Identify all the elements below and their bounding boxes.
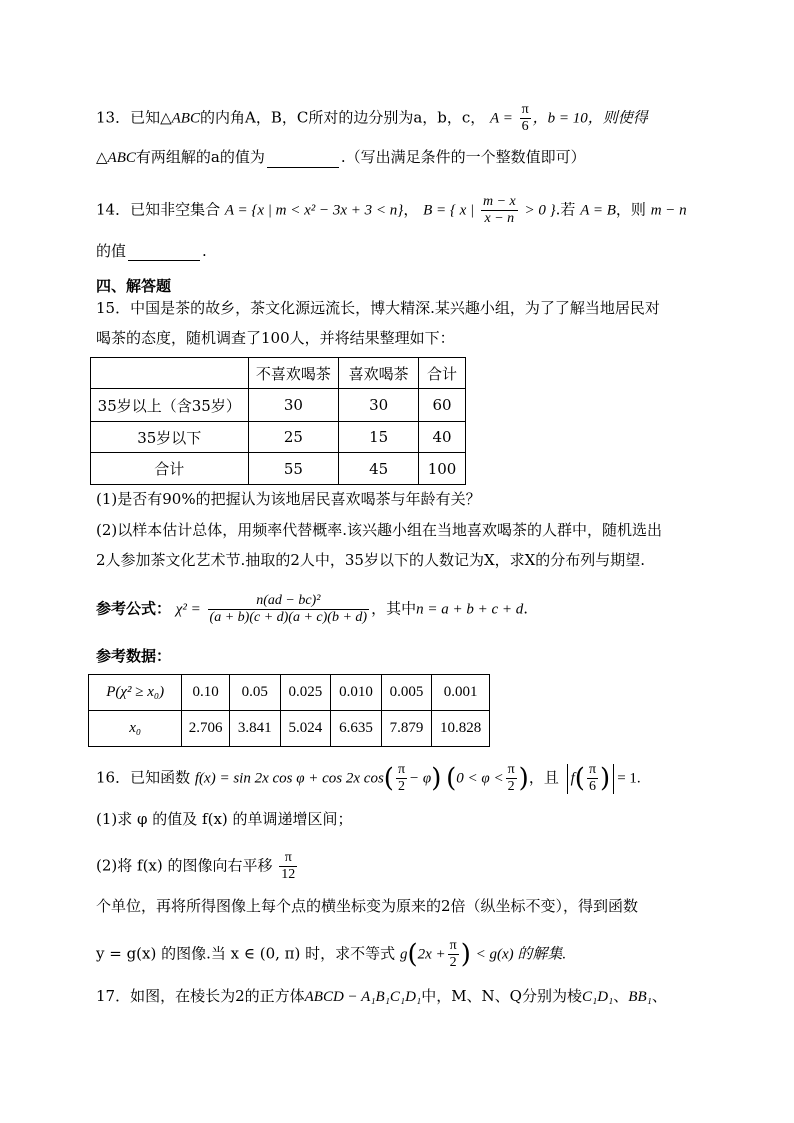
table-row: 35岁以上（含35岁） 30 30 60 <box>91 389 466 422</box>
q16-part-2-line-3: y = g(x) 的图像.当 x ∈ (0, π) 时，求不等式 g(2x + $\frac{\pi}{2}$ ) < g(x) 的解集. <box>96 938 567 970</box>
q16-part-2-line-2: 个单位，再将所得图像上每个点的横坐标变为原来的2倍（纵坐标不变），得到函数 <box>96 897 639 915</box>
answer-blank <box>128 246 200 261</box>
q15-part-2-line-2: 2人参加茶文化艺术节.抽取的2人中，35岁以下的人数记为X，求X的分布列与期望. <box>96 551 646 569</box>
q16-part-1: (1)求 φ 的值及 f(x) 的单调递增区间； <box>96 810 353 828</box>
q13-line-1: 13．已知△ABC的内角A，B，C所对的边分别为a，b，c， A = $\frac{\pi}{6}$ ，b = 10，则使得 <box>96 102 648 134</box>
survey-table <box>90 357 466 485</box>
q14-line-1: 14．已知非空集合 A = {x | m < x² − 3x + 3 < n}， B = { x | $\frac{m - x}{x - n}$ > 0 }.若 A = B，则 m − n <box>96 194 687 226</box>
q15-line-1: 15．中国是茶的故乡，茶文化源远流长，博大精深.某兴趣小组，为了了解当地居民对 <box>96 299 660 317</box>
q15-part-1: (1)是否有90%的把握认为该地居民喜欢喝茶与年龄有关？ <box>96 490 481 508</box>
pi-over-6-fraction: $\frac{\pi}{6}$ <box>588 762 597 794</box>
q17-line-1: 17．如图，在棱长为2的正方体ABCD − A₁B₁C₁D₁中，M、N、Q分别为棱C₁D₁、BB₁、 <box>96 987 667 1005</box>
q15-part-2-line-1: (2)以样本估计总体，用频率代替概率.该兴趣小组在当地喜欢喝茶的人群中，随机选出 <box>96 521 663 539</box>
section-heading: 四、解答题 <box>96 277 172 295</box>
table-header: 合计 <box>419 358 466 389</box>
reference-data-label: 参考数据： <box>96 647 172 665</box>
set-b-fraction: $\frac{m - x}{x - n}$ <box>482 194 516 226</box>
reference-formula: 参考公式： χ² = $\frac{\text{n(ad − bc)²}}{(a + b)(c + d)(a + c)(b + d)}$ ，其中n = a + b + c + d. <box>96 593 529 625</box>
triangle-symbol: △ <box>160 108 172 127</box>
pi-over-6-fraction: $\frac{\pi}{6}$ <box>521 102 529 134</box>
table-row: 合计 55 45 100 <box>91 453 466 485</box>
reference-data-table: P(χ² ≥ x₀) 0.10 0.05 0.025 0.010 0.005 0.001 x₀ 2.706 3.841 5.024 6.635 7.879 10.828 <box>88 674 490 747</box>
table-header: 不喜欢喝茶 <box>248 358 339 389</box>
pi-over-2-fraction: $\frac{\pi}{2}$ <box>397 762 406 794</box>
table-header <box>91 358 249 389</box>
q16-line-1: 16．已知函数 f(x) = sin 2x cos φ + cos 2x cos( $\frac{\pi}{2}$ − φ) (0 < φ < $\frac{\pi}{2}$ )，且 f( $\frac{\pi}{6}$ ) = 1. <box>96 762 641 794</box>
table-row: 35岁以下 25 15 40 <box>91 422 466 453</box>
pi-over-2-fraction: $\frac{\pi}{2}$ <box>449 938 457 970</box>
q15-line-2: 喝茶的态度，随机调查了100人，并将结果整理如下： <box>96 329 455 347</box>
pi-over-12-fraction: $\frac{\pi}{12}$ <box>281 850 296 882</box>
table-header: 喜欢喝茶 <box>339 358 419 389</box>
q16-part-2-line-1: (2)将 f(x) 的图像向右平移 $\frac{\pi}{12}$ <box>96 850 296 882</box>
q14-line-2: 的值 . <box>96 242 207 260</box>
chi-square-fraction: $\frac{\text{n(ad − bc)²}}{(a + b)(c + d)(a + c)(b + d)}$ <box>209 593 368 625</box>
pi-over-2-fraction: $\frac{\pi}{2}$ <box>507 762 515 794</box>
q13-line-2: △ABC有两组解的a的值为 .（写出满足条件的一个整数值即可） <box>96 148 586 166</box>
answer-blank <box>267 153 339 168</box>
